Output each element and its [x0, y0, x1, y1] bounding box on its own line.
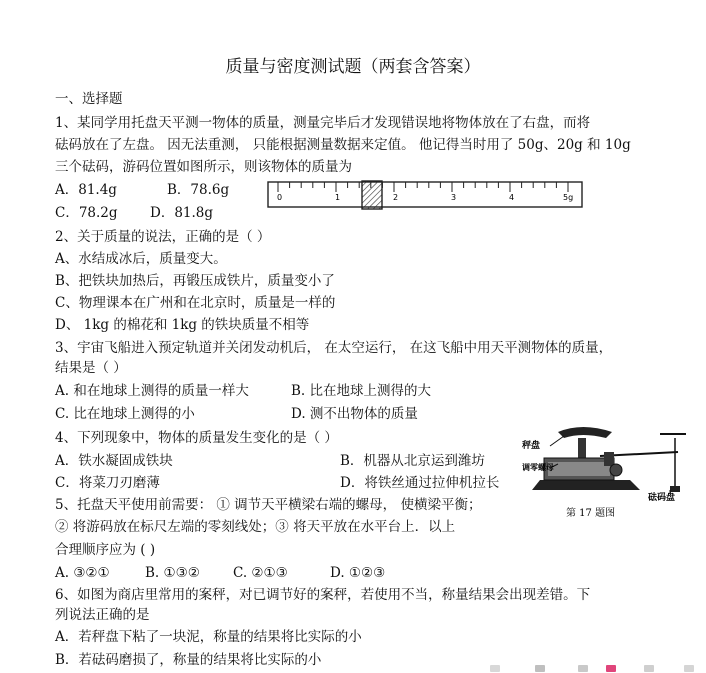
q2-option-c: C、物理课本在广州和在北京时，质量是一样的: [55, 295, 336, 311]
q4-stem: 4、下列现象中，物体的质量发生变化的是（ ）: [55, 430, 338, 446]
q6-line-2: 列说法正确的是: [55, 607, 150, 623]
q1-option-b: B．78.6g: [167, 182, 230, 198]
q5-option-d: D. ①②③: [330, 565, 386, 581]
q1-line-3: 三个砝码，游码位置如图所示，则该物体的质量为: [55, 159, 352, 175]
q3-line-2: 结果是（ ）: [55, 360, 127, 376]
q3-option-b: B. 比在地球上测得的大: [291, 383, 432, 399]
q1-option-d: D．81.8g: [150, 205, 214, 221]
platform-scale-figure: [520, 418, 700, 520]
toolbar-icon[interactable]: [490, 665, 500, 672]
rider-slider: [362, 181, 382, 209]
rider-scale-figure: [266, 180, 586, 210]
q2-option-a: A、水结成冰后，质量变大。: [55, 251, 227, 267]
bottom-toolbar: [440, 665, 706, 673]
label-pan: 秤盘: [522, 441, 541, 451]
q4-option-c: C．将菜刀刃磨薄: [55, 475, 160, 491]
q4-option-b: B．机器从北京运到潍坊: [340, 453, 485, 469]
q4-option-d: D．将铁丝通过拉伸机拉长: [340, 475, 500, 491]
q6-option-a: A．若秤盘下粘了一块泥，称量的结果将比实际的小: [55, 629, 362, 645]
toolbar-icon[interactable]: [684, 665, 694, 672]
toolbar-icon[interactable]: [606, 665, 616, 672]
pan-shape: [558, 427, 612, 438]
toolbar-icon[interactable]: [578, 665, 588, 672]
ruler-label-4: 4: [509, 193, 515, 202]
figure-caption: 第 17 题图: [566, 508, 616, 519]
q2-stem: 2、关于质量的说法，正确的是（ ）: [55, 229, 271, 245]
q6-line-1: 6、如图为商店里常用的案秤，对已调节好的案秤，若使用不当，称量结果会出现差错。下: [55, 587, 591, 603]
q5-option-c: C. ②①③: [233, 565, 288, 581]
q3-option-a: A. 和在地球上测得的质量一样大: [55, 383, 249, 399]
q5-option-a: A. ③②①: [55, 565, 110, 581]
page-title: 质量与密度测试题（两套含答案）: [225, 57, 481, 77]
q5-line-1: 5、托盘天平使用前需要： ① 调节天平横梁右端的螺母， 使横梁平衡；: [55, 497, 482, 513]
q3-option-c: C. 比在地球上测得的小: [55, 406, 195, 422]
q2-option-d: D、 1kg 的棉花和 1kg 的铁块质量不相等: [55, 317, 310, 333]
ruler-frame: [268, 182, 582, 207]
toolbar-icon[interactable]: [535, 665, 545, 672]
q3-line-1: 3、宇宙飞船进入预定轨道并关闭发动机后， 在太空运行， 在这飞船中用天平测物体的质量，: [55, 340, 613, 356]
q5-line-2: ② 将游码放在标尺左端的零刻线处；③ 将天平放在水平台上．以上: [55, 519, 456, 535]
toolbar-icon[interactable]: [644, 665, 654, 672]
q3-option-d: D. 测不出物体的质量: [291, 406, 418, 422]
ruler-label-1: 1: [335, 193, 341, 202]
ruler-label-3: 3: [451, 193, 457, 202]
ruler-label-0: 0: [277, 193, 283, 202]
q1-line-1: 1、某同学用托盘天平测一物体的质量，测量完毕后才发现错误地将物体放在了右盘，而将: [55, 115, 591, 131]
q5-option-b: B. ①③②: [145, 565, 200, 581]
label-nut: 调零螺母: [522, 462, 554, 472]
q2-option-b: B、把铁块加热后，再锻压成铁片，质量变小了: [55, 273, 335, 289]
section-heading: 一、选择题: [55, 91, 123, 107]
q1-option-c: C．78.2g: [55, 205, 118, 221]
label-weight-tray: 砝码盘: [648, 493, 676, 503]
q5-line-3: 合理顺序应为 ( ): [55, 542, 156, 558]
ruler-label-5: 5g: [563, 193, 574, 202]
q6-option-b: B．若砝码磨损了，称量的结果将比实际的小: [55, 652, 322, 668]
q1-line-2: 砝码放在了左盘。 因无法重测， 只能根据测量数据来定值。 他记得当时用了 50g、20g 和 10g: [55, 137, 631, 153]
q1-option-a: A．81.4g: [55, 182, 117, 198]
q4-option-a: A．铁水凝固成铁块: [55, 453, 173, 469]
ruler-label-2: 2: [393, 193, 399, 202]
